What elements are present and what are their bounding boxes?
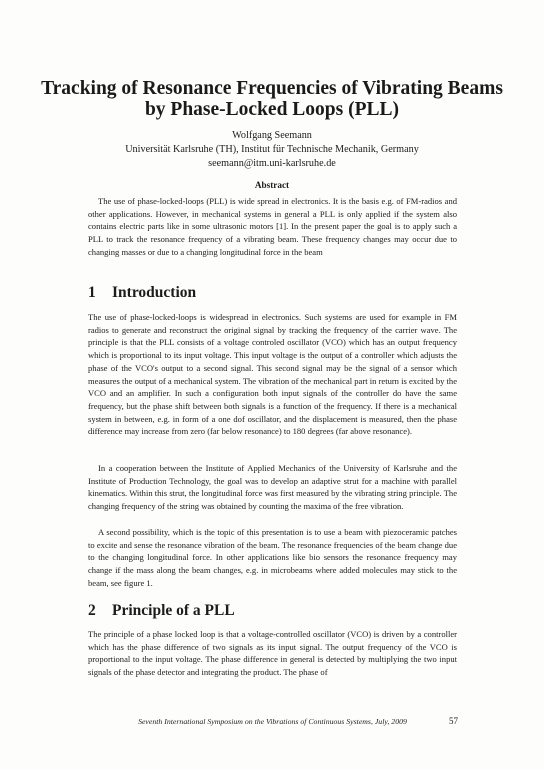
- intro-paragraph-1: The use of phase-locked-loops is widespread in electronics. Such systems are used for example in FM radios to generate and reconstruct the original signal by tracking the frequency of the carrier wave. The principle is that the PLL consists of a voltage controled oscillator (VCO) which has an output frequency which is proportional to its input voltage. This input voltage is the output of a controller which adjusts the phase of the VCO's output to a second signal. This second signal may be the signal of a sensor which measures the output of a mechanical system. The vibration of the mechanical part in return is excited by the VCO and an amplifier. In such a configuration both input signals of the controller do have the same frequency, but the phase shift between both signals is a function of the frequency. If there is a mechanical system in between, e.g. in form of a one dof oscillator, and the displacement is measured, then the phase difference may increase from zero (far below resonance) to 180 degrees (far above resonance).: [88, 312, 457, 437]
- author-affiliation: Universität Karlsruhe (TH), Institut für Technische Mechanik, Germany: [125, 144, 419, 155]
- paper-title: [40, 78, 504, 120]
- intro-paragraph-3: A second possibility, which is the topic of this presentation is to use a beam with piezoceramic patches to excite and sense the resonance vibration of the beam. The resonance frequencies of the beam change due to the changing longitudinal force. In other applications like bio sensors the resonance frequency may change if the mass along the beam changes, e.g. in microbeams where added molecules may stick to the beam, see figure 1.: [88, 527, 457, 588]
- abstract-heading: Abstract: [254, 180, 290, 190]
- title-line-1: Tracking of Resonance Frequencies of Vibrating Beams: [41, 78, 503, 99]
- page-footer: Seventh International Symposium on the Vibrations of Continuous Systems, July, 2009: [138, 717, 407, 726]
- author-email: seemann@itm.uni-karlsruhe.de: [208, 158, 336, 169]
- author-name: Wolfgang Seemann: [232, 130, 312, 141]
- section-title: Introduction: [112, 284, 197, 301]
- abstract-text: The use of phase-locked-loops (PLL) is wide spread in electronics. It is the basis e.g. of FM-radios and other applications. However, in mechanical systems in general a PLL is only applied if the system also contains electric parts like in some ultrasonic motors [1]. In the present paper the goal is to apply such a PLL to track the resonance frequency of a vibrating beam. These frequency changes may occur due to changing masses or due to a changing longitudinal force in the beam: [88, 196, 457, 257]
- section-heading-introduction: [88, 284, 457, 301]
- section-number: 2: [88, 602, 96, 619]
- section-title: Principle of a PLL: [112, 602, 235, 619]
- intro-paragraph-2: In a cooperation between the Institute of Applied Mechanics of the University of Karlsruhe and the Institute of Production Technology, the goal was to develop an adaptive strut for a machine with parallel kinematics. Within this strut, the longitudinal force was first measured by the vibrating string principle. The changing frequency of the string was obtained by counting the maxima of the free vibration.: [88, 463, 457, 512]
- page-number: 57: [449, 716, 458, 726]
- section-number: 1: [88, 284, 96, 301]
- principle-paragraph-1: The principle of a phase locked loop is that a voltage-controlled oscillator (VCO) is driven by a controller which has the phase difference of two signals as its input signal. The output frequency of the VCO is proportional to the input voltage. The phase difference in general is detected by multiplying the two input signals of the phase detector and integrating the product. The phase of: [88, 629, 457, 678]
- title-line-2: by Phase-Locked Loops (PLL): [144, 99, 400, 120]
- section-heading-principle: [88, 602, 457, 619]
